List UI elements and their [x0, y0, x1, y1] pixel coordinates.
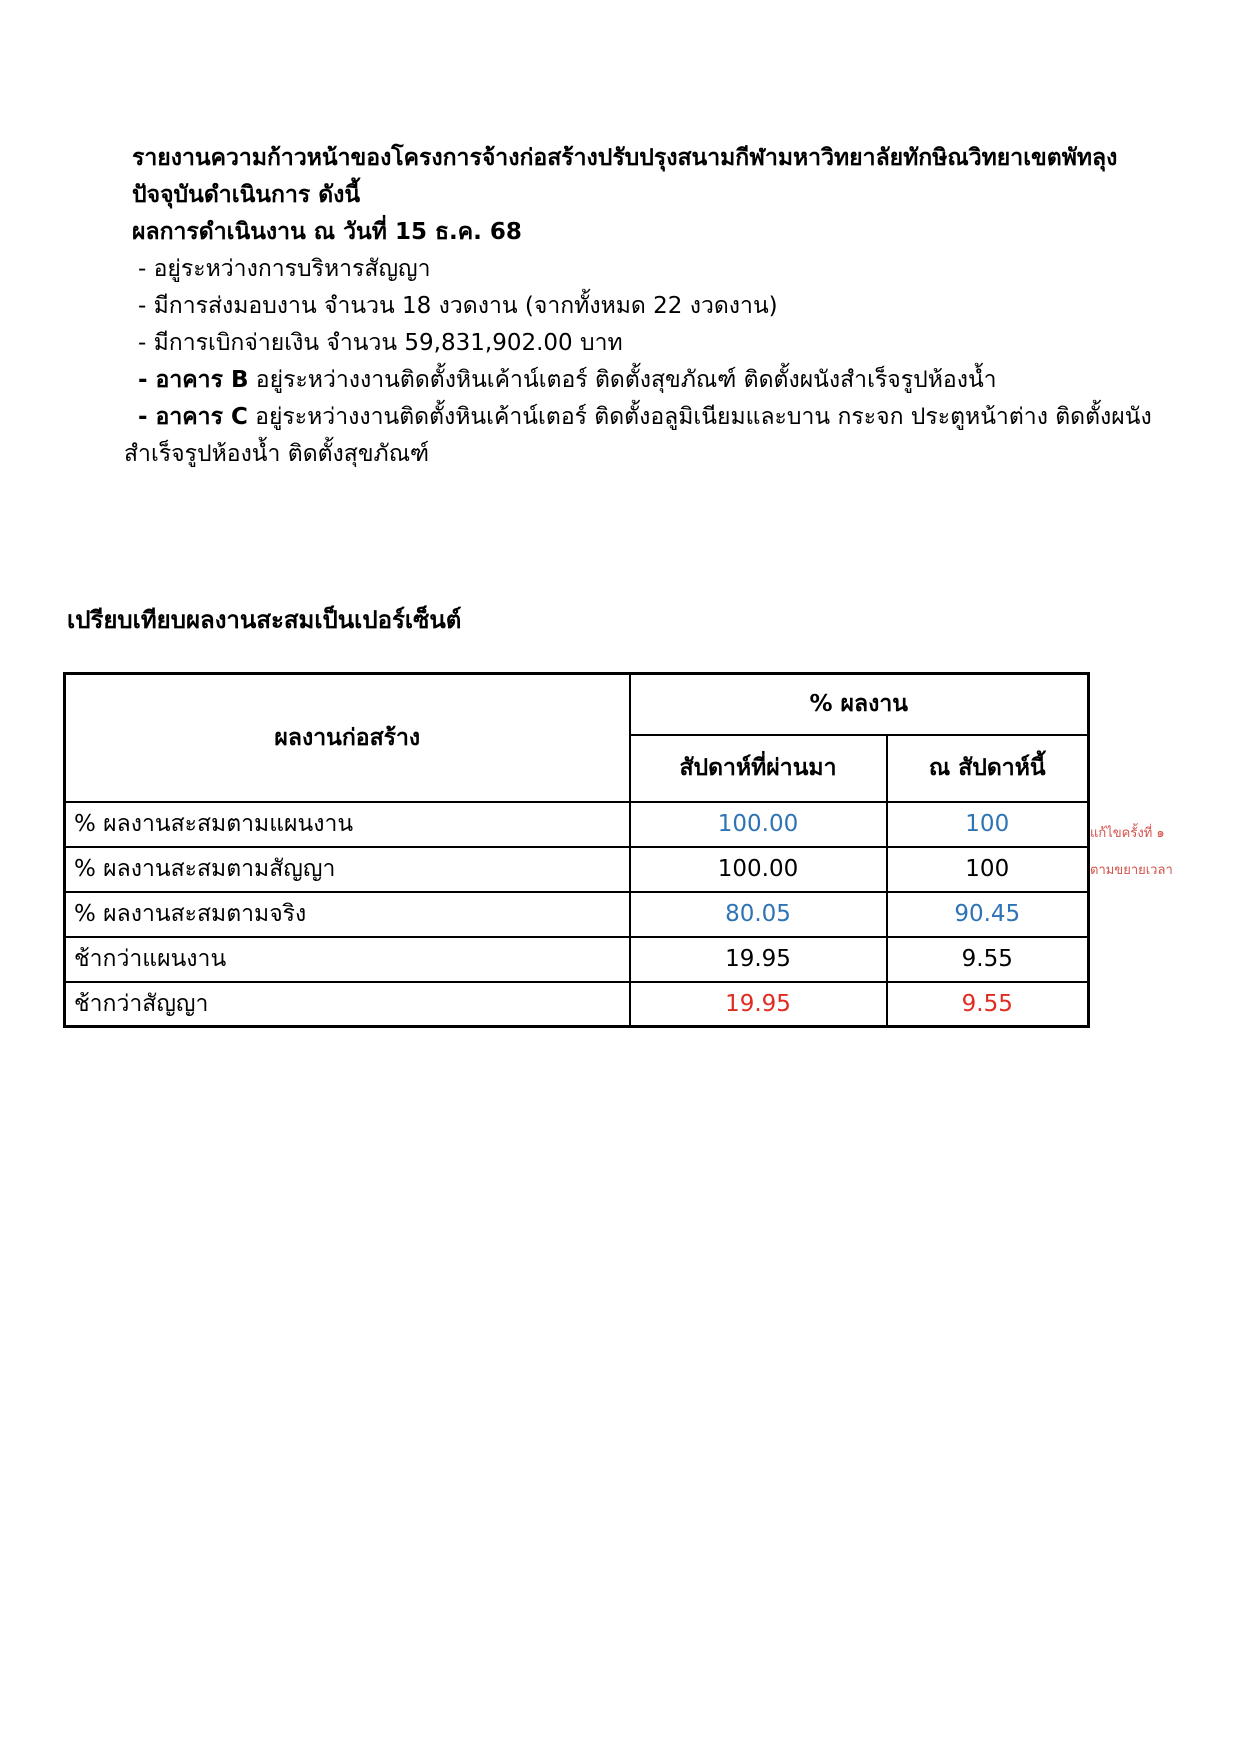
- row-label: % ผลงานสะสมตามแผนงาน: [65, 802, 630, 847]
- table-row-contract-cumulative: [65, 847, 1089, 892]
- margin-note-time-extension: ตามขยายเวลา: [1090, 863, 1173, 878]
- value-this-week: 90.45: [887, 892, 1089, 937]
- bullet-building-c: [138, 399, 1152, 436]
- value-prev-week: 80.05: [630, 892, 887, 937]
- row-label: % ผลงานสะสมตามสัญญา: [65, 847, 630, 892]
- report-title-line-1: รายงานความก้าวหน้าของโครงการจ้างก่อสร้างปรับปรุงสนามกีฬามหาวิทยาลัยทักษิณวิทยาเขตพัทลุง: [132, 145, 1118, 171]
- value-this-week: 9.55: [887, 937, 1089, 982]
- table-row-plan-cumulative: [65, 802, 1089, 847]
- row-label: % ผลงานสะสมตามจริง: [65, 892, 630, 937]
- bullet-text: - อยู่ระหว่างการบริหารสัญญา: [138, 256, 431, 282]
- table-header-prev-week: สัปดาห์ที่ผ่านมา: [630, 735, 887, 802]
- value-this-week: 9.55: [887, 982, 1089, 1027]
- row-label: ช้ากว่าสัญญา: [65, 982, 630, 1027]
- bullet-building-b: [138, 362, 1152, 399]
- value-prev-week: 100.00: [630, 802, 887, 847]
- report-title-line-2: ปัจจุบันดำเนินการ ดังนี้: [132, 182, 361, 208]
- intro-block: [124, 140, 1152, 473]
- status-date-heading: ผลการดำเนินงาน ณ วันที่ 15 ธ.ค. 68: [132, 219, 522, 245]
- bullet-building-c-wrap: สำเร็จรูปห้องน้ำ ติดตั้งสุขภัณฑ์: [124, 441, 430, 467]
- bullet-text: อยู่ระหว่างงานติดตั้งหินเค้าน์เตอร์ ติดตั้งอลูมิเนียมและบาน กระจก ประตูหน้าต่าง ติดตั้งผนัง: [247, 404, 1152, 430]
- value-this-week: 100: [887, 802, 1089, 847]
- bullet-text: - มีการเบิกจ่ายเงิน จำนวน 59,831,902.00 บาท: [138, 330, 623, 356]
- value-this-week: 100: [887, 847, 1089, 892]
- value-prev-week: 19.95: [630, 982, 887, 1027]
- bullet-text: - มีการส่งมอบงาน จำนวน 18 งวดงาน (จากทั้งหมด 22 งวดงาน): [138, 293, 778, 319]
- margin-note-revision: แก้ไขครั้งที่ ๑: [1090, 826, 1165, 841]
- bullet-contract-management: [138, 251, 1152, 288]
- progress-comparison-table: [63, 672, 1090, 1028]
- building-b-label: - อาคาร B: [138, 367, 249, 393]
- comparison-section-heading: เปรียบเทียบผลงานสะสมเป็นเปอร์เซ็นต์: [67, 606, 462, 634]
- table-header-percent-group: % ผลงาน: [630, 674, 1089, 735]
- table-row-actual-cumulative: [65, 892, 1089, 937]
- table-header-row-label: ผลงานก่อสร้าง: [65, 674, 630, 802]
- bullet-disbursed-amount: [138, 325, 1152, 362]
- table-row-behind-contract: [65, 982, 1089, 1027]
- margin-annotations: [1090, 815, 1173, 889]
- bullet-delivered-periods: [138, 288, 1152, 325]
- table-row-behind-plan: [65, 937, 1089, 982]
- table-header-this-week: ณ สัปดาห์นี้: [887, 735, 1089, 802]
- bullet-text: อยู่ระหว่างงานติดตั้งหินเค้าน์เตอร์ ติดตั้งสุขภัณฑ์ ติดตั้งผนังสำเร็จรูปห้องน้ำ: [248, 367, 997, 393]
- value-prev-week: 19.95: [630, 937, 887, 982]
- value-prev-week: 100.00: [630, 847, 887, 892]
- building-c-label: - อาคาร C: [138, 404, 248, 430]
- row-label: ช้ากว่าแผนงาน: [65, 937, 630, 982]
